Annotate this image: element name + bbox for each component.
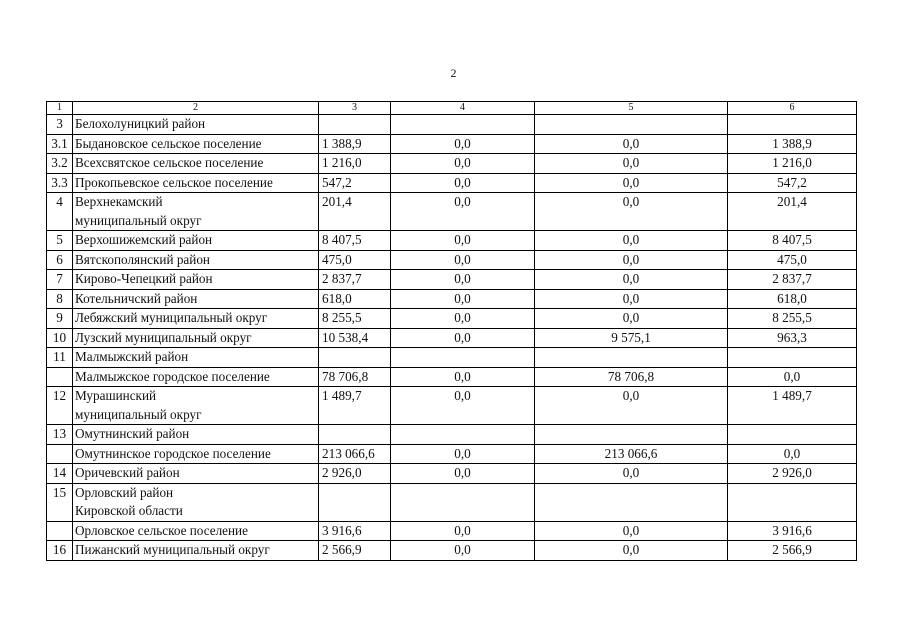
value-cell-col3: 1 216,0 bbox=[319, 154, 391, 174]
value-cell-col3: 8 255,5 bbox=[319, 309, 391, 329]
row-number-cell: 16 bbox=[47, 541, 73, 561]
row-name-cell: Верхошижемский район bbox=[73, 231, 319, 251]
row-number-cell bbox=[47, 521, 73, 541]
row-number-cell: 5 bbox=[47, 231, 73, 251]
row-number-cell: 9 bbox=[47, 309, 73, 329]
value-cell-col6 bbox=[728, 425, 857, 445]
value-cell-col3: 2 837,7 bbox=[319, 270, 391, 290]
value-cell-col6: 963,3 bbox=[728, 328, 857, 348]
value-cell-col5: 0,0 bbox=[535, 193, 728, 231]
value-cell-col5: 0,0 bbox=[535, 134, 728, 154]
value-cell-col6: 1 489,7 bbox=[728, 387, 857, 425]
table-row bbox=[47, 328, 857, 348]
value-cell-col6: 547,2 bbox=[728, 173, 857, 193]
header-cell: 4 bbox=[391, 102, 535, 115]
value-cell-col4 bbox=[391, 483, 535, 521]
row-name-cell: Мурашинский муниципальный округ bbox=[73, 387, 319, 425]
header-cell: 3 bbox=[319, 102, 391, 115]
value-cell-col3 bbox=[319, 483, 391, 521]
value-cell-col3: 547,2 bbox=[319, 173, 391, 193]
row-number-cell bbox=[47, 444, 73, 464]
value-cell-col5 bbox=[535, 115, 728, 135]
table-row bbox=[47, 367, 857, 387]
row-number-cell: 11 bbox=[47, 348, 73, 368]
value-cell-col4: 0,0 bbox=[391, 387, 535, 425]
value-cell-col5: 0,0 bbox=[535, 521, 728, 541]
value-cell-col6: 618,0 bbox=[728, 289, 857, 309]
value-cell-col3: 10 538,4 bbox=[319, 328, 391, 348]
header-cell: 5 bbox=[535, 102, 728, 115]
value-cell-col6: 8 255,5 bbox=[728, 309, 857, 329]
value-cell-col6: 1 388,9 bbox=[728, 134, 857, 154]
value-cell-col6: 201,4 bbox=[728, 193, 857, 231]
value-cell-col5: 9 575,1 bbox=[535, 328, 728, 348]
table-row bbox=[47, 425, 857, 445]
value-cell-col4: 0,0 bbox=[391, 444, 535, 464]
value-cell-col4: 0,0 bbox=[391, 173, 535, 193]
value-cell-col5 bbox=[535, 483, 728, 521]
table-row bbox=[47, 270, 857, 290]
value-cell-col4: 0,0 bbox=[391, 521, 535, 541]
value-cell-col5: 0,0 bbox=[535, 464, 728, 484]
row-name-cell: Всехсвятское сельское поселение bbox=[73, 154, 319, 174]
row-name-cell: Вятскополянский район bbox=[73, 250, 319, 270]
value-cell-col3: 2 926,0 bbox=[319, 464, 391, 484]
row-name-cell: Омутнинское городское поселение bbox=[73, 444, 319, 464]
value-cell-col4: 0,0 bbox=[391, 367, 535, 387]
value-cell-col4 bbox=[391, 425, 535, 445]
table-row bbox=[47, 464, 857, 484]
row-number-cell: 10 bbox=[47, 328, 73, 348]
value-cell-col4: 0,0 bbox=[391, 154, 535, 174]
row-name-cell: Орловское сельское поселение bbox=[73, 521, 319, 541]
row-number-cell: 12 bbox=[47, 387, 73, 425]
table-row bbox=[47, 193, 857, 231]
header-cell: 6 bbox=[728, 102, 857, 115]
value-cell-col5: 0,0 bbox=[535, 289, 728, 309]
row-name-cell: Лебяжский муниципальный округ bbox=[73, 309, 319, 329]
table-row bbox=[47, 134, 857, 154]
value-cell-col3: 1 489,7 bbox=[319, 387, 391, 425]
row-number-cell: 4 bbox=[47, 193, 73, 231]
table-row bbox=[47, 387, 857, 425]
table-row bbox=[47, 154, 857, 174]
value-cell-col5: 78 706,8 bbox=[535, 367, 728, 387]
row-name-cell: Быдановское сельское поселение bbox=[73, 134, 319, 154]
value-cell-col4: 0,0 bbox=[391, 193, 535, 231]
page-number: 2 bbox=[450, 66, 457, 80]
table-row bbox=[47, 250, 857, 270]
value-cell-col4 bbox=[391, 348, 535, 368]
row-name-cell: Оричевский район bbox=[73, 464, 319, 484]
value-cell-col6 bbox=[728, 348, 857, 368]
row-name-cell: Омутнинский район bbox=[73, 425, 319, 445]
value-cell-col4 bbox=[391, 115, 535, 135]
value-cell-col5 bbox=[535, 348, 728, 368]
value-cell-col5: 0,0 bbox=[535, 173, 728, 193]
value-cell-col5: 0,0 bbox=[535, 387, 728, 425]
value-cell-col5: 0,0 bbox=[535, 250, 728, 270]
value-cell-col6: 2 837,7 bbox=[728, 270, 857, 290]
value-cell-col5: 0,0 bbox=[535, 154, 728, 174]
table-header-row bbox=[47, 102, 857, 115]
table-row bbox=[47, 541, 857, 561]
header-cell: 1 bbox=[47, 102, 73, 115]
row-number-cell: 3.2 bbox=[47, 154, 73, 174]
value-cell-col4: 0,0 bbox=[391, 134, 535, 154]
row-name-cell: Пижанский муниципальный округ bbox=[73, 541, 319, 561]
row-name-cell: Малмыжское городское поселение bbox=[73, 367, 319, 387]
table-row bbox=[47, 444, 857, 464]
row-number-cell bbox=[47, 367, 73, 387]
value-cell-col5: 213 066,6 bbox=[535, 444, 728, 464]
value-cell-col6: 3 916,6 bbox=[728, 521, 857, 541]
row-number-cell: 14 bbox=[47, 464, 73, 484]
row-name-cell: Кирово-Чепецкий район bbox=[73, 270, 319, 290]
value-cell-col4: 0,0 bbox=[391, 328, 535, 348]
row-number-cell: 6 bbox=[47, 250, 73, 270]
row-name-cell: Белохолуницкий район bbox=[73, 115, 319, 135]
value-cell-col5: 0,0 bbox=[535, 541, 728, 561]
row-number-cell: 15 bbox=[47, 483, 73, 521]
row-name-cell: Лузский муниципальный округ bbox=[73, 328, 319, 348]
value-cell-col3: 2 566,9 bbox=[319, 541, 391, 561]
value-cell-col5: 0,0 bbox=[535, 270, 728, 290]
value-cell-col4: 0,0 bbox=[391, 309, 535, 329]
value-cell-col3: 213 066,6 bbox=[319, 444, 391, 464]
value-cell-col6: 0,0 bbox=[728, 367, 857, 387]
value-cell-col3 bbox=[319, 115, 391, 135]
row-number-cell: 7 bbox=[47, 270, 73, 290]
row-name-cell: Прокопьевское сельское поселение bbox=[73, 173, 319, 193]
value-cell-col6: 0,0 bbox=[728, 444, 857, 464]
row-number-cell: 3.1 bbox=[47, 134, 73, 154]
value-cell-col4: 0,0 bbox=[391, 250, 535, 270]
row-number-cell: 3 bbox=[47, 115, 73, 135]
value-cell-col6: 475,0 bbox=[728, 250, 857, 270]
table-row bbox=[47, 521, 857, 541]
value-cell-col6: 8 407,5 bbox=[728, 231, 857, 251]
value-cell-col5 bbox=[535, 425, 728, 445]
value-cell-col3: 8 407,5 bbox=[319, 231, 391, 251]
value-cell-col6: 2 566,9 bbox=[728, 541, 857, 561]
value-cell-col5: 0,0 bbox=[535, 309, 728, 329]
table-row bbox=[47, 115, 857, 135]
value-cell-col4: 0,0 bbox=[391, 464, 535, 484]
row-name-cell: Верхнекамский муниципальный округ bbox=[73, 193, 319, 231]
value-cell-col6 bbox=[728, 115, 857, 135]
row-name-cell: Орловский район Кировской области bbox=[73, 483, 319, 521]
table-row bbox=[47, 309, 857, 329]
value-cell-col6: 1 216,0 bbox=[728, 154, 857, 174]
row-number-cell: 3.3 bbox=[47, 173, 73, 193]
table-row bbox=[47, 289, 857, 309]
row-number-cell: 8 bbox=[47, 289, 73, 309]
table-row bbox=[47, 173, 857, 193]
header-cell: 2 bbox=[73, 102, 319, 115]
table-row bbox=[47, 231, 857, 251]
value-cell-col3: 1 388,9 bbox=[319, 134, 391, 154]
value-cell-col4: 0,0 bbox=[391, 289, 535, 309]
value-cell-col3 bbox=[319, 348, 391, 368]
value-cell-col3: 618,0 bbox=[319, 289, 391, 309]
value-cell-col4: 0,0 bbox=[391, 541, 535, 561]
table-row bbox=[47, 348, 857, 368]
value-cell-col6: 2 926,0 bbox=[728, 464, 857, 484]
value-cell-col4: 0,0 bbox=[391, 231, 535, 251]
row-name-cell: Котельничский район bbox=[73, 289, 319, 309]
budget-table bbox=[46, 101, 857, 561]
value-cell-col5: 0,0 bbox=[535, 231, 728, 251]
row-number-cell: 13 bbox=[47, 425, 73, 445]
value-cell-col3: 78 706,8 bbox=[319, 367, 391, 387]
row-name-cell: Малмыжский район bbox=[73, 348, 319, 368]
value-cell-col6 bbox=[728, 483, 857, 521]
value-cell-col3: 201,4 bbox=[319, 193, 391, 231]
value-cell-col3: 3 916,6 bbox=[319, 521, 391, 541]
value-cell-col4: 0,0 bbox=[391, 270, 535, 290]
table-row bbox=[47, 483, 857, 521]
value-cell-col3: 475,0 bbox=[319, 250, 391, 270]
value-cell-col3 bbox=[319, 425, 391, 445]
